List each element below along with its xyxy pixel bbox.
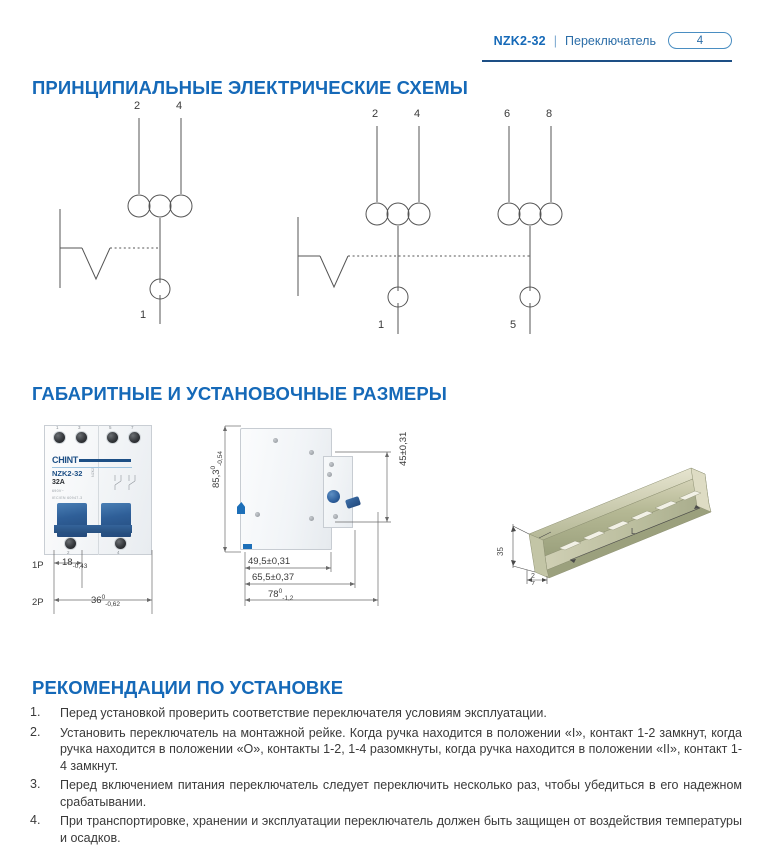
toggle-connecting-bar <box>54 525 132 533</box>
dim-depth-top: 45±0,31 <box>398 431 409 466</box>
din-rail-dim-b: 7 <box>531 581 535 585</box>
dim-2p-value <box>91 594 120 608</box>
recommendation-text: Перед включением питания переключатель следует переключить несколько раз, чтобы убедиться в его надежном срабатывании. <box>60 778 742 809</box>
section-title-recommendations: РЕКОМЕНДАЦИИ ПО УСТАНОВКЕ <box>32 677 344 698</box>
terminal-mark-4: 4 <box>117 550 120 555</box>
terminal-screw-top-3 <box>106 431 119 444</box>
recommendation-number: 1. <box>30 705 41 719</box>
terminal-mark-5: 5 <box>109 425 112 430</box>
product-pole-divider <box>98 425 99 555</box>
dim-2p-tol-upper: 0 <box>101 594 106 601</box>
recommendation-item <box>30 777 742 810</box>
product-front-view <box>44 425 152 555</box>
schematic-1p-terminal-2: 2 <box>134 100 141 112</box>
terminal-mark-7: 7 <box>131 425 134 430</box>
product-side-text: NZK2 <box>91 467 95 477</box>
dim-width-2: 65,5±0,37 <box>252 572 295 583</box>
terminal-mark-3: 3 <box>78 425 81 430</box>
recommendation-item <box>30 725 742 775</box>
dim-width-1: 49,5±0,31 <box>248 556 291 567</box>
page-number-badge: 4 <box>668 32 732 49</box>
recommendation-number: 4. <box>30 813 41 827</box>
header-product-type: Переключатель <box>565 33 656 48</box>
brand-bar <box>79 459 131 462</box>
recommendation-text: При транспортировке, хранении и эксплуатации переключатель должен быть защищен от воздействия температуры и осадков. <box>60 814 742 845</box>
dim-1p-tolerance: -0,43 <box>72 562 88 570</box>
schematic-2p-terminal-8: 8 <box>546 108 553 120</box>
technical-drawing-dimension-lines <box>215 420 420 620</box>
dim-height-number: 85,3 <box>211 469 223 488</box>
dim-width-3-number: 78 <box>268 589 279 601</box>
dim-width-3 <box>268 588 293 602</box>
dimensions-area <box>0 420 766 640</box>
recommendation-item <box>30 813 742 846</box>
recommendations-list <box>30 705 742 849</box>
schematic-1p-terminal-1: 1 <box>140 309 147 321</box>
schematic-2p-terminal-1: 1 <box>378 319 385 331</box>
brand-logo: CHINT <box>52 455 78 465</box>
dim-1p-value <box>62 557 87 570</box>
schematic-2p-terminal-6: 6 <box>504 108 511 120</box>
dim-height-tol-lower: -0,54 <box>217 451 225 466</box>
dim-height-tol-upper: 0 <box>210 465 217 470</box>
recommendation-number: 3. <box>30 777 41 791</box>
header-divider <box>482 60 732 62</box>
recommendation-number: 2. <box>30 724 41 739</box>
page-header <box>494 32 732 49</box>
dim-width-3-tol-upper: 0 <box>278 588 283 595</box>
dim-2p-number: 36 <box>91 595 102 607</box>
recommendation-text: Установить переключатель на монтажной рейке. Когда ручка находится в положении «I», контакт 1-2 замкнут, когда ручка находится в положении «O», контакты 1-2, 1-4 разомкнуты, когда ручка находится в положении «II», контакт 1-4 замкнут. <box>60 725 742 773</box>
technical-drawing-side-view <box>215 420 420 620</box>
front-view-dimension-lines <box>28 548 168 620</box>
product-mini-schematic <box>112 473 140 493</box>
schematic-diagram-2p <box>290 104 590 349</box>
terminal-screw-top-1 <box>53 431 66 444</box>
dim-2p-tol-lower: -0,62 <box>105 601 121 609</box>
recommendation-item <box>30 705 742 722</box>
product-spec-line-2: IEC/EN 60947-3 <box>52 496 83 500</box>
dim-height <box>210 451 224 488</box>
section-title-dimensions: ГАБАРИТНЫЕ И УСТАНОВОЧНЫЕ РАЗМЕРЫ <box>32 383 448 404</box>
section-title-schematics: ПРИНЦИПИАЛЬНЫЕ ЭЛЕКТРИЧЕСКИЕ СХЕМЫ <box>32 77 468 98</box>
dim-1p-number: 18 <box>62 557 73 568</box>
din-rail-dim-a: 2 <box>531 573 535 580</box>
product-current-rating: 32A <box>52 479 65 486</box>
terminal-mark-2: 2 <box>67 550 70 555</box>
terminal-mark-1: 1 <box>56 425 59 430</box>
header-model: NZK2-32 <box>493 33 546 48</box>
dim-1p-label: 1P <box>32 560 44 571</box>
schematic-2p-terminal-2: 2 <box>372 108 379 120</box>
schematic-1p-terminal-4: 4 <box>176 100 183 112</box>
terminal-screw-top-2 <box>75 431 88 444</box>
din-rail-image <box>495 460 740 585</box>
schematic-diagram-1p <box>40 96 250 336</box>
schematic-2p-terminal-4: 4 <box>414 108 421 120</box>
din-rail-width-label: 35 <box>496 547 505 556</box>
terminal-screw-top-4 <box>128 431 141 444</box>
product-spec-line-1: 690V~ <box>52 489 64 493</box>
schematic-2p-terminal-5: 5 <box>510 319 517 331</box>
dim-2p-label: 2P <box>32 597 44 608</box>
dim-width-3-tol-lower: -1,2 <box>282 595 294 603</box>
recommendation-text: Перед установкой проверить соответствие переключателя условиям эксплуатации. <box>60 706 547 720</box>
product-model-label: NZK2-32 <box>52 469 83 478</box>
din-rail-length-label: L <box>631 527 636 536</box>
header-separator: | <box>553 33 558 48</box>
